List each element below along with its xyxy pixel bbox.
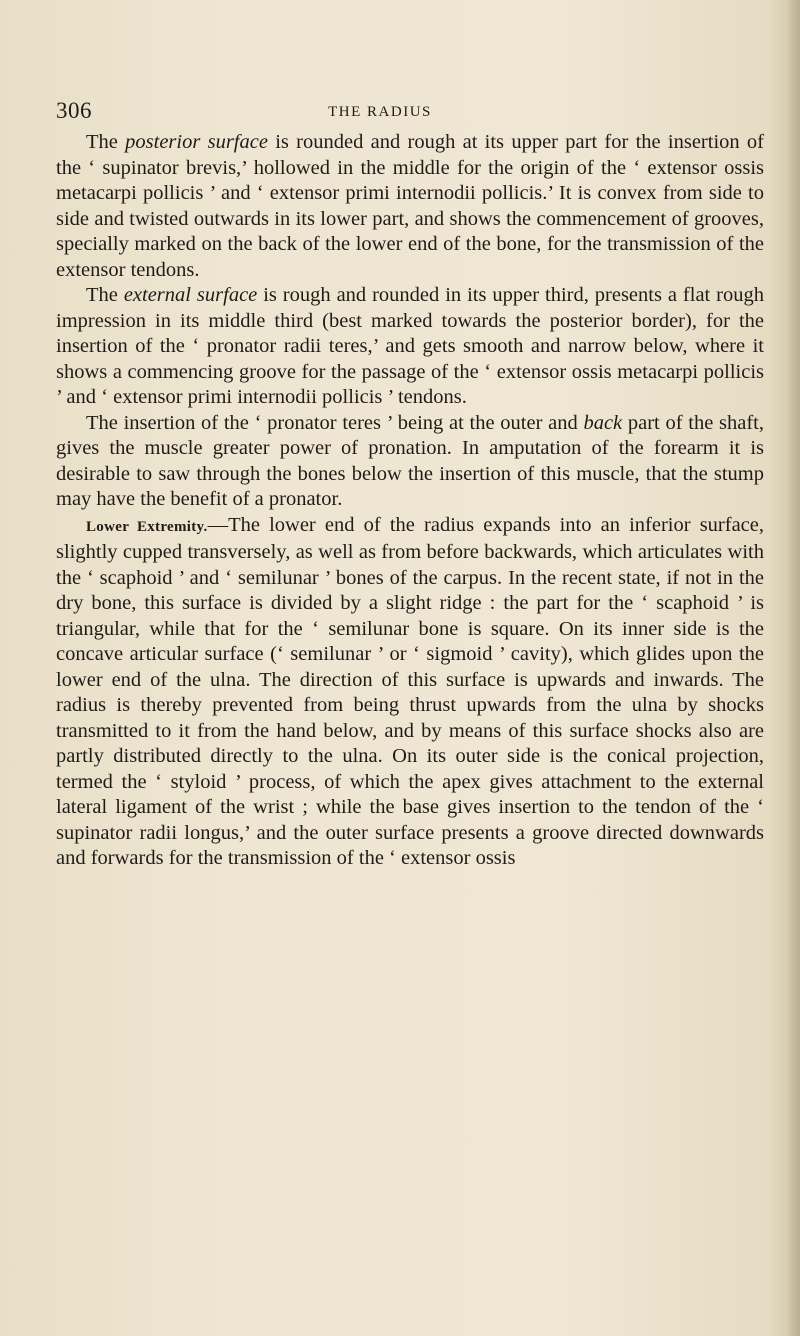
italic-term: back (583, 411, 623, 434)
page-header (0, 98, 800, 130)
paragraph-text: is rounded and rough at its upper part for the insertion of the ‘ supinator brevis,’ hollowed in the middle for the origin of the ‘ extensor ossis metacarpi pollicis ’ and ‘ extensor primi internodii pollicis.’ It is convex from side to side and twisted outwards in its lower part, and shows the commencement of grooves, specially marked on the back of the lower end of the bone, for the transmission of the extensor tendons. (56, 131, 764, 281)
paragraph-lower-extremity (56, 513, 764, 872)
paragraph-text: —The lower end of the radius expands into an inferior surface, slightly cupped transversely, as well as from before backwards, which articulates with the ‘ scaphoid ’ and ‘ semilunar ’ bones of the carpus. In the recent state, if not in the dry bone, this surface is divided by a slight ridge : the part for the ‘ scaphoid ’ is triangular, while that for the ‘ semilunar bone is square. On its inner side is the concave articular surface (‘ semilunar ’ or ‘ sigmoid ’ cavity), which glides upon the lower end of the ulna. The direction of this surface is upwards and inwards. The radius is thereby prevented from being thrust upwards from the ulna by shocks transmitted to it from the hand below, and by means of this surface shocks also are partly distributed directly to the ulna. On its outer side is the conical projection, termed the ‘ styloid ’ process, of which the apex gives attachment to the external lateral ligament of the wrist ; while the base gives insertion to the tendon of the ‘ supinator radii longus,’ and the outer surface presents a groove directed downwards and forwards for the transmission of the ‘ extensor ossis (56, 513, 764, 869)
italic-term: external surface (123, 284, 258, 306)
body-text (56, 130, 764, 872)
paragraph-text: part of the shaft, gives the muscle greater power of pronation. In amputation of the forearm it is desirable to saw through the bones below the insertion of this muscle, that the stump may have the benefit of a pronator. (56, 411, 764, 510)
section-heading: Lower Extremity. (86, 518, 208, 535)
running-head: THE RADIUS (328, 104, 432, 120)
page-number: 306 (56, 98, 92, 123)
paragraph-lead: The (86, 284, 124, 306)
paragraph-lead: The insertion of the ‘ pronator teres ’ being at the outer and (86, 411, 584, 434)
italic-term: posterior surface (125, 131, 268, 153)
paragraph-posterior-surface (56, 130, 764, 283)
paragraph-external-surface (56, 283, 764, 411)
paragraph-text: is rough and rounded in its upper third, presents a flat rough impression in its middle third (best marked towards the posterior border), for the insertion of the ‘ pronator radii teres,’ and gets smooth and narrow below, where it shows a commencing groove for the passage of the ‘ extensor ossis metacarpi pollicis ’ and ‘ extensor primi internodii pollicis ’ tendons. (56, 284, 765, 408)
paragraph-pronator-insertion (56, 411, 764, 513)
paragraph-lead: The (86, 131, 126, 153)
page-edge-shadow (786, 0, 800, 1336)
